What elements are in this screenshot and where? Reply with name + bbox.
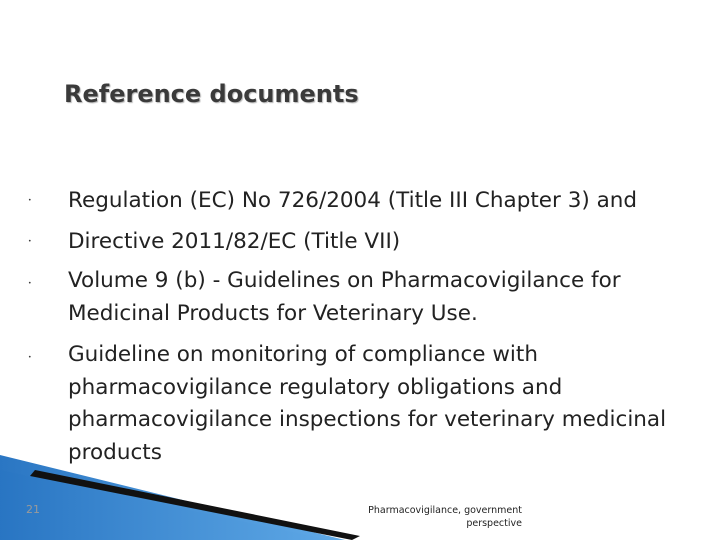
bullet-marker: • [28,197,32,204]
bullet-item-guideline: Guideline on monitoring of compliance with pharmacovigilance regulatory obligations and pharmacovigilance inspections for veterinary medicinal products [68,342,667,465]
slide-number: 21 [26,503,40,516]
footer-line-1: Pharmacovigilance, government [368,505,522,516]
slide-title: Reference documents [64,80,359,108]
footer-line-2: perspective [466,518,522,529]
bullet-marker: • [28,354,32,361]
footer-text [330,504,522,530]
bullet-marker: • [28,280,32,287]
bullet-marker: • [28,238,32,245]
bullet-item-regulation: Regulation (EC) No 726/2004 (Title III Chapter 3) and [68,188,638,213]
bullet-item-volume-9b: Volume 9 (b) - Guidelines on Pharmacovigilance for Medicinal Products for Veterinary Use. [68,268,621,326]
bullet-item-directive: Directive 2011/82/EC (Title VII) [68,229,401,254]
